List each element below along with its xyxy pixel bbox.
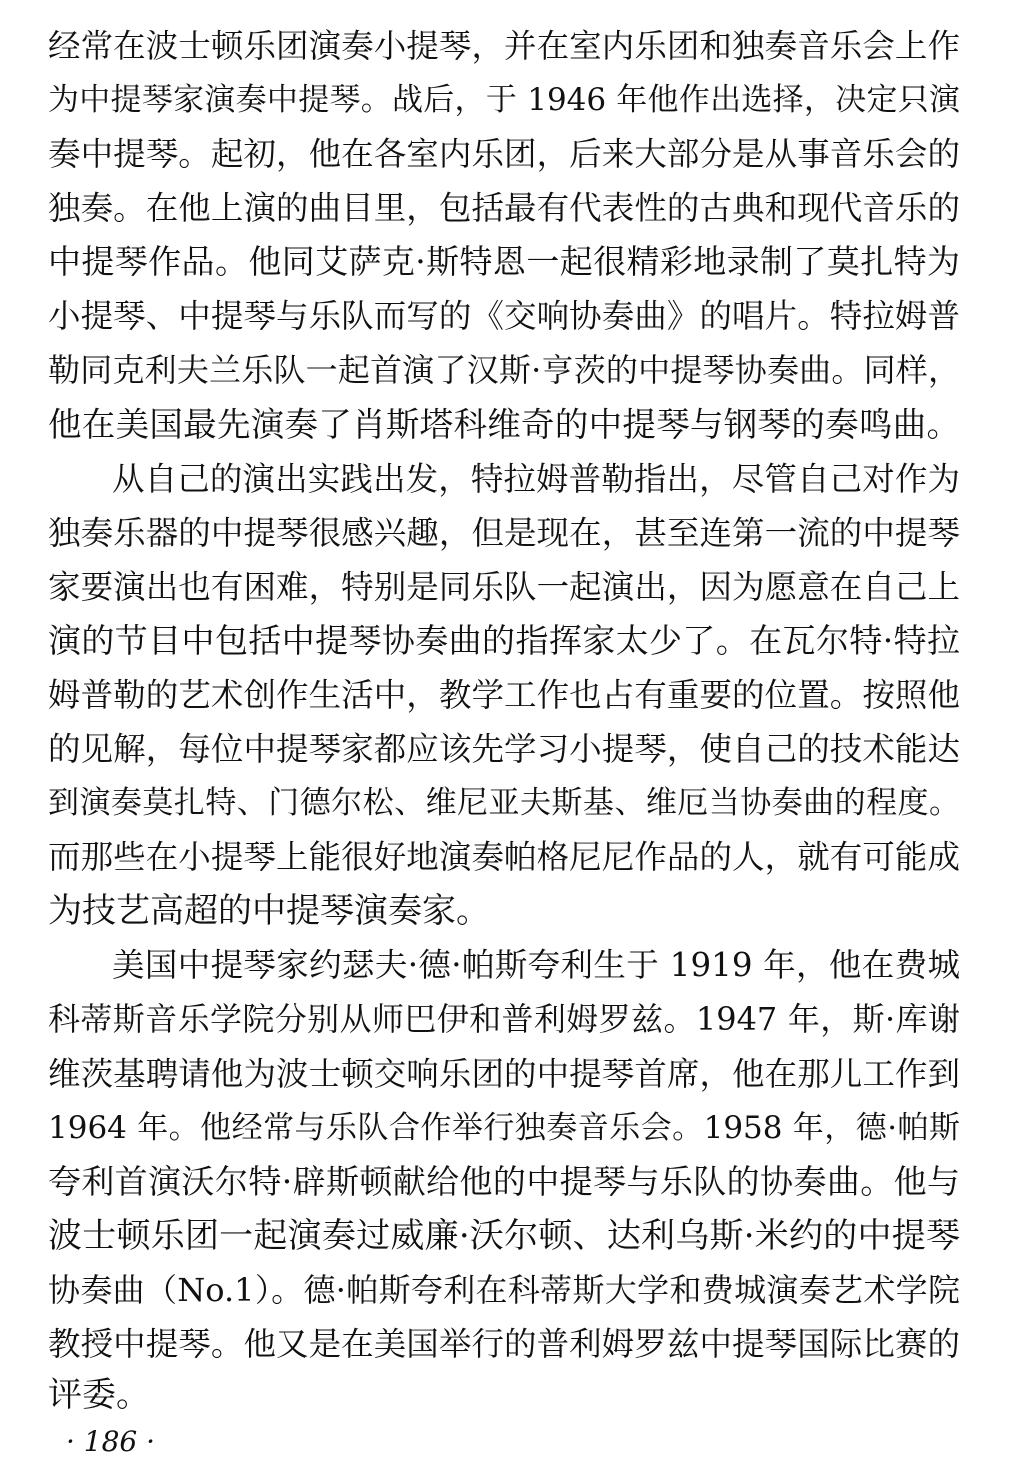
text-line: 评委。 [48, 1375, 150, 1415]
text-line: 维茨基聘请他为波士顿交响乐团的中提琴首席，他在那儿工作到 [48, 1054, 960, 1093]
text-line: 独奏。在他上演的曲目里，包括最有代表性的古典和现代音乐的 [48, 189, 960, 228]
text-line: 夸利首演沃尔特·辟斯顿献给他的中提琴与乐队的协奏曲。他与 [48, 1161, 960, 1201]
text-line: 美国中提琴家约瑟夫·德·帕斯夸利生于 1919 年，他在费城 [112, 946, 960, 985]
text-line: 家要演出也有困难，特别是同乐队一起演出，因为愿意在自己上 [48, 567, 960, 606]
text-line: 协奏曲（No.1）。德·帕斯夸利在科蒂斯大学和费城演奏艺术学院 [48, 1270, 960, 1309]
text-line: 的见解，每位中提琴家都应该先学习小提琴，使自己的技术能达 [48, 730, 960, 769]
text-line: 勒同克利夫兰乐队一起首演了汉斯·亨茨的中提琴协奏曲。同样， [48, 351, 960, 390]
page-number: · 186 · [66, 1425, 156, 1458]
text-line: 为中提琴家演奏中提琴。战后，于 1946 年他作出选择，决定只演 [48, 82, 960, 119]
text-line: 而那些在小提琴上能很好地演奏帕格尼尼作品的人，就有可能成 [48, 838, 960, 877]
text-line: 姆普勒的艺术创作生活中，教学工作也占有重要的位置。按照他 [48, 675, 960, 714]
text-line: 波士顿乐团一起演奏过威廉·沃尔顿、达利乌斯·米约的中提琴 [48, 1215, 960, 1256]
text-line: 经常在波士顿乐团演奏小提琴，并在室内乐团和独奏音乐会上作 [48, 27, 960, 65]
text-line: 为技艺高超的中提琴演奏家。 [48, 891, 490, 932]
text-line: 从自己的演出实践出发，特拉姆普勒指出，尽管自己对作为 [112, 459, 960, 498]
text-line: 独奏乐器的中提琴很感兴趣，但是现在，甚至连第一流的中提琴 [48, 513, 960, 552]
text-line: 教授中提琴。他又是在美国举行的普利姆罗兹中提琴国际比赛的 [48, 1324, 960, 1363]
text-line: 他在美国最先演奏了肖斯塔科维奇的中提琴与钢琴的奏鸣曲。 [48, 404, 960, 444]
text-line: 演的节目中包括中提琴协奏曲的指挥家太少了。在瓦尔特·特拉 [48, 620, 960, 660]
text-line: 到演奏莫扎特、门德尔松、维尼亚夫斯基、维厄当协奏曲的程度。 [48, 785, 960, 822]
text-line: 奏中提琴。起初，他在各室内乐团，后来大部分是从事音乐会的 [48, 135, 960, 174]
text-line: 科蒂斯音乐学院分别从师巴伊和普利姆罗兹。1947 年，斯·库谢 [48, 1000, 960, 1039]
text-line: 小提琴、中提琴与乐队而写的《交响协奏曲》的唱片。特拉姆普 [48, 297, 960, 336]
text-line: 1964 年。他经常与乐队合作举行独奏音乐会。1958 年，德·帕斯 [48, 1109, 960, 1146]
text-line: 中提琴作品。他同艾萨克·斯特恩一起很精彩地录制了莫扎特为 [48, 242, 960, 282]
